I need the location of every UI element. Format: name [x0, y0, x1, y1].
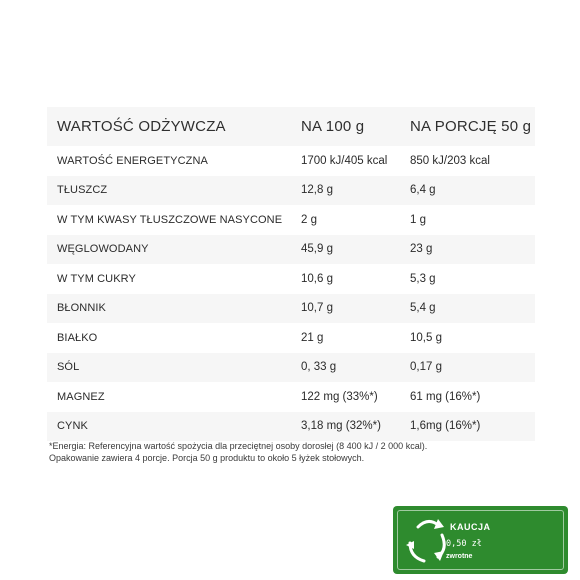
value-per-100g: 1700 kJ/405 kcal: [301, 154, 388, 167]
deposit-label: KAUCJA: [450, 522, 491, 532]
value-per-portion: 61 mg (16%*): [410, 390, 481, 403]
header-per-portion: NA PORCJĘ 50 g: [410, 118, 532, 135]
value-per-portion: 6,4 g: [410, 184, 436, 197]
value-per-portion: 1 g: [410, 213, 426, 226]
nutrient-name: WARTOŚĆ ENERGETYCZNA: [57, 154, 208, 167]
table-header-row: [47, 107, 535, 146]
table-row: [47, 235, 535, 265]
deposit-return-text: zwrotne: [446, 553, 473, 560]
nutrient-name: BIAŁKO: [57, 331, 98, 344]
value-per-100g: 0, 33 g: [301, 361, 337, 374]
table-row: [47, 264, 535, 294]
nutrient-name: SÓL: [57, 361, 80, 374]
header-per-100g: NA 100 g: [301, 118, 365, 135]
deposit-amount: 0,50 zł: [446, 539, 482, 549]
table-row: [47, 412, 535, 442]
value-per-portion: 23 g: [410, 243, 433, 256]
table-row: [47, 323, 535, 353]
table-row: [47, 205, 535, 235]
table-row: [47, 294, 535, 324]
nutrition-table: [47, 107, 535, 441]
nutrient-name: CYNK: [57, 420, 88, 433]
value-per-100g: 10,6 g: [301, 272, 333, 285]
footnote: [49, 440, 549, 464]
deposit-badge: [393, 506, 568, 574]
nutrition-table-card: [47, 107, 535, 441]
value-per-100g: 2 g: [301, 213, 317, 226]
value-per-100g: 3,18 mg (32%*): [301, 420, 381, 433]
recycle-icon: [404, 515, 452, 567]
header-nutrient: WARTOŚĆ ODŻYWCZA: [57, 118, 226, 135]
table-row: [47, 382, 535, 412]
value-per-100g: 12,8 g: [301, 184, 333, 197]
value-per-portion: 850 kJ/203 kcal: [410, 154, 490, 167]
table-row: [47, 146, 535, 176]
nutrient-name: W TYM CUKRY: [57, 272, 136, 285]
nutrient-name: TŁUSZCZ: [57, 184, 108, 197]
value-per-100g: 122 mg (33%*): [301, 390, 378, 403]
table-row: [47, 176, 535, 206]
nutrient-name: WĘGLOWODANY: [57, 243, 149, 256]
footnote-portion: Opakowanie zawiera 4 porcje. Porcja 50 g produktu to około 5 łyżek stołowych.: [49, 453, 365, 463]
value-per-portion: 10,5 g: [410, 331, 442, 344]
deposit-badge-frame: [397, 510, 564, 570]
nutrient-name: W TYM KWASY TŁUSZCZOWE NASYCONE: [57, 213, 283, 226]
value-per-portion: 1,6mg (16%*): [410, 420, 481, 433]
value-per-portion: 0,17 g: [410, 361, 442, 374]
value-per-100g: 21 g: [301, 331, 324, 344]
value-per-100g: 10,7 g: [301, 302, 333, 315]
value-per-portion: 5,4 g: [410, 302, 436, 315]
table-row: [47, 353, 535, 383]
value-per-portion: 5,3 g: [410, 272, 436, 285]
value-per-100g: 45,9 g: [301, 243, 333, 256]
footnote-energy: *Energia: Referencyjna wartość spożycia dla przeciętnej osoby dorosłej (8 400 kJ / 2 000 kcal).: [49, 441, 428, 451]
nutrient-name: MAGNEZ: [57, 390, 105, 403]
nutrient-name: BŁONNIK: [57, 302, 106, 315]
